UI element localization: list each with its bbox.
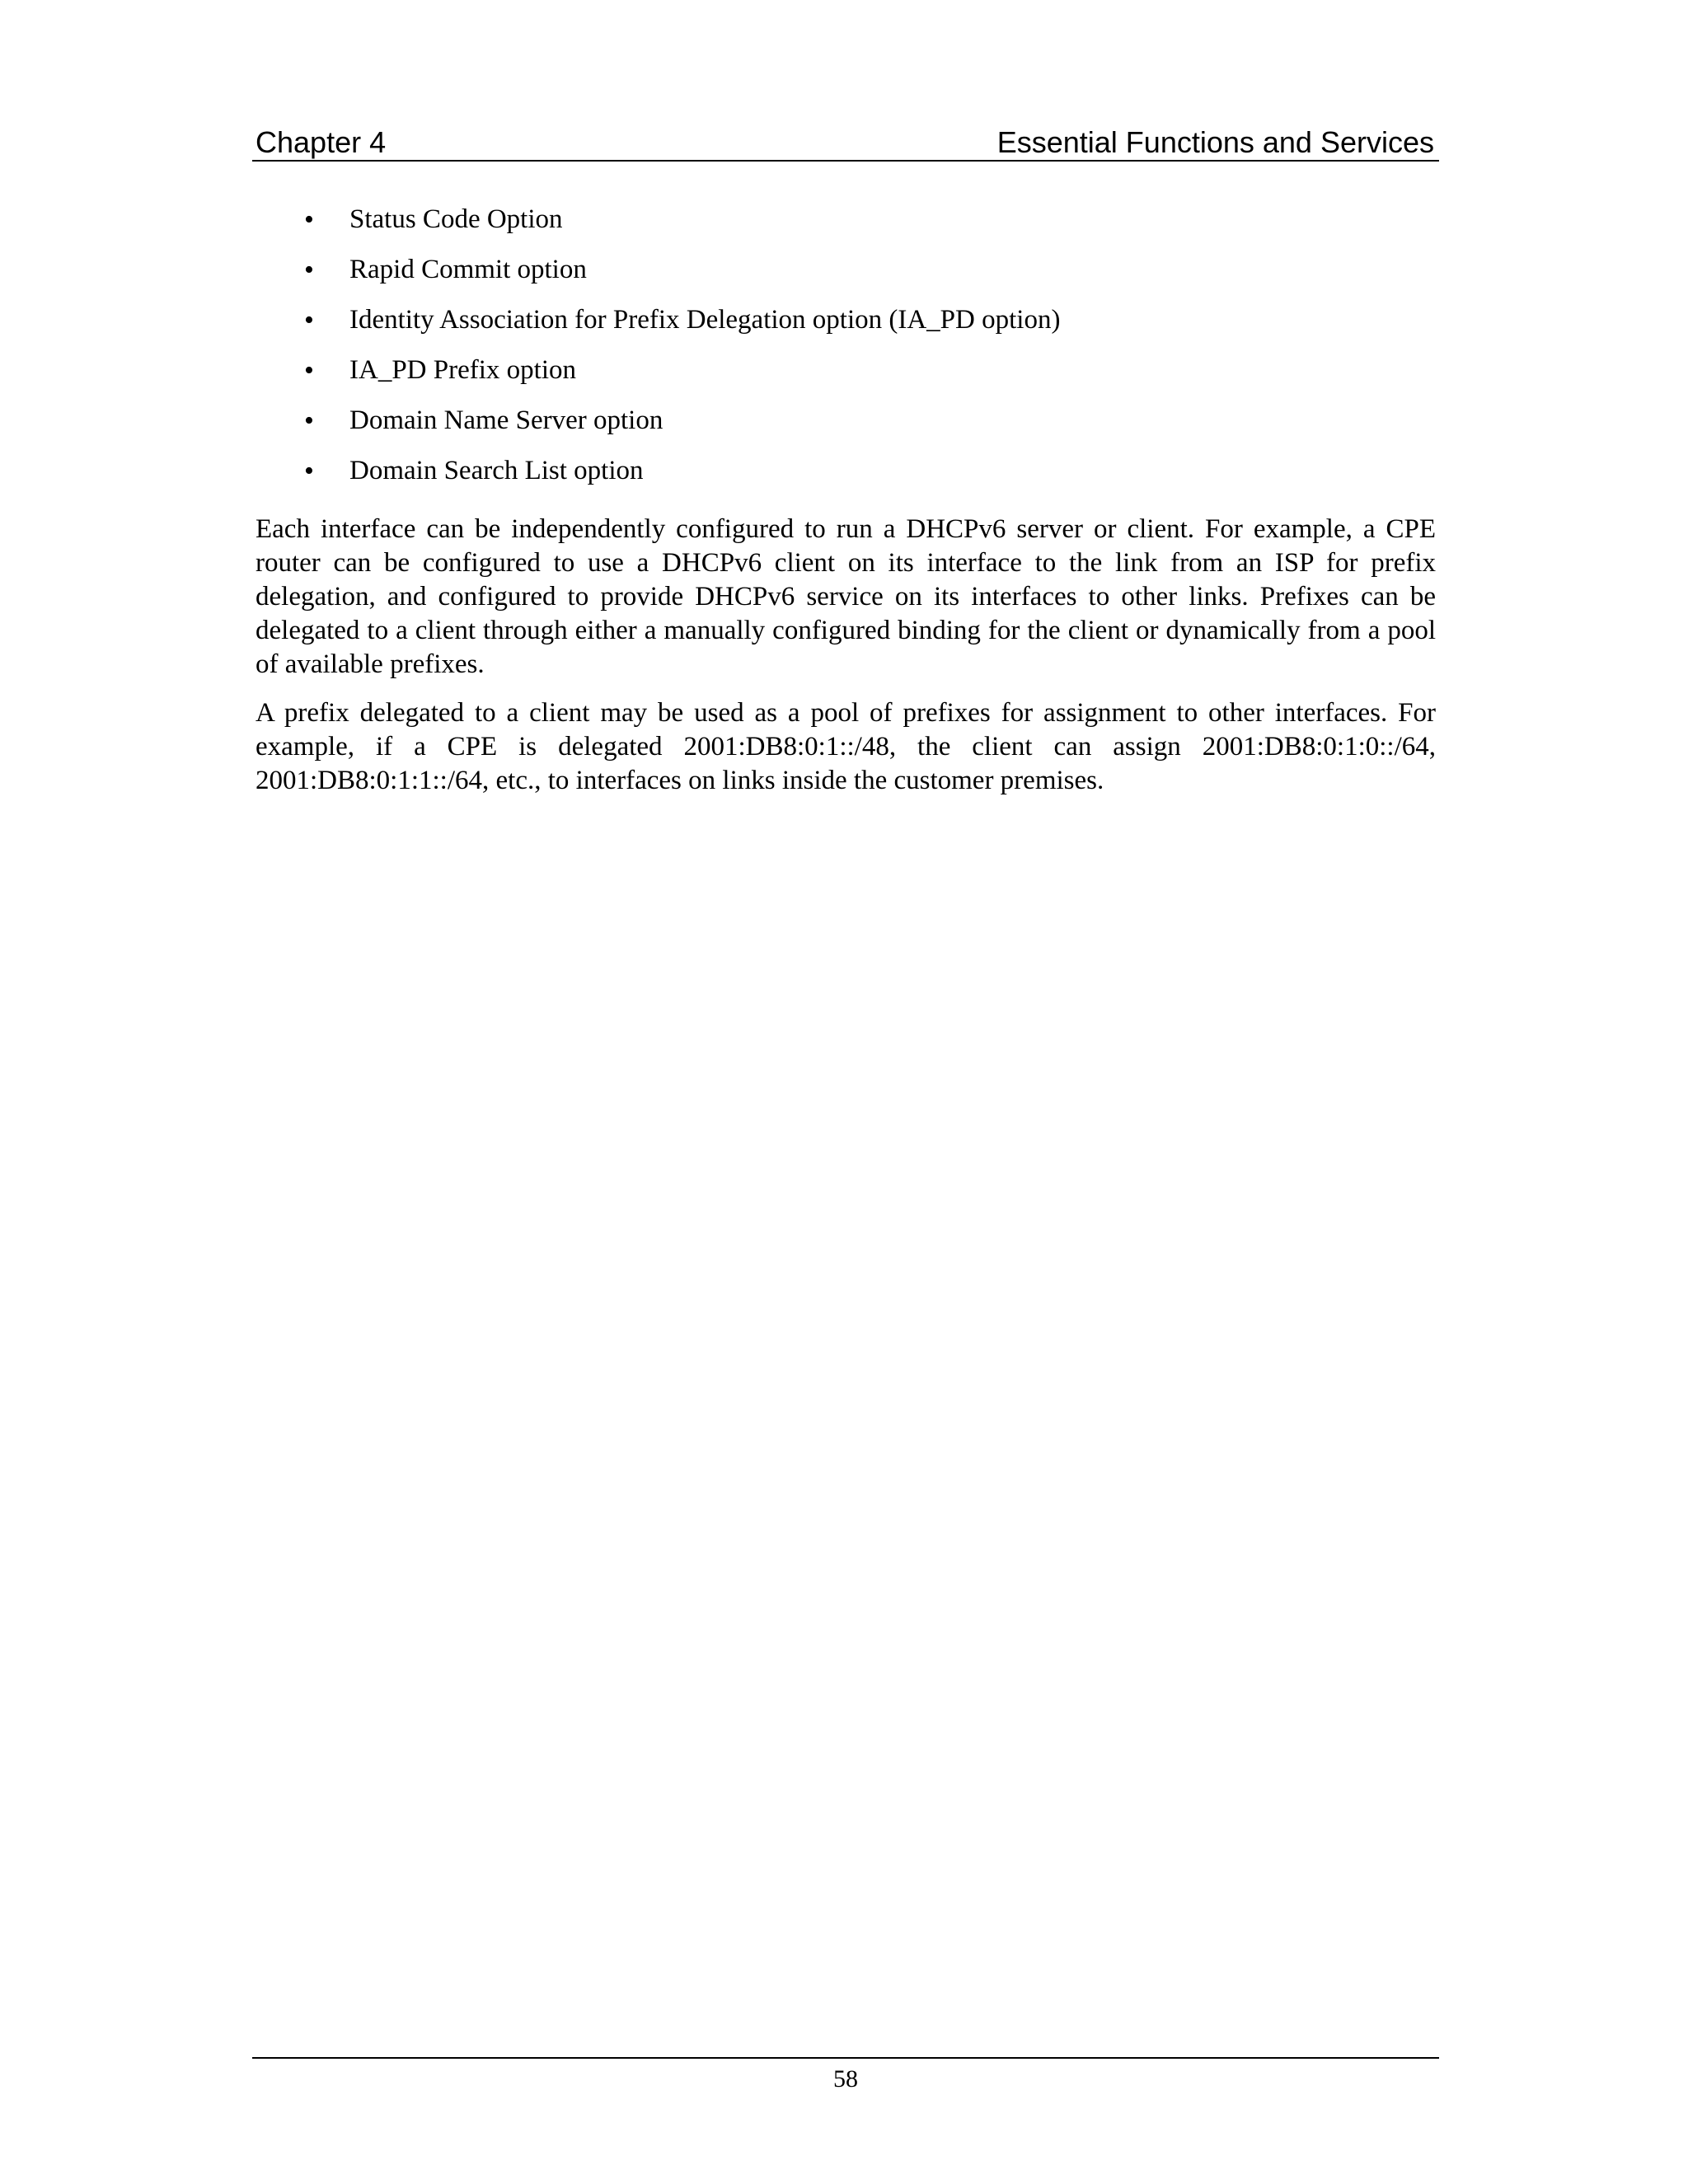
paragraph-interface-config: Each interface can be independently configured to run a DHCPv6 server or client. For example, a CPE router can be configured to use a DHCPv6 client on its interface to the link from an ISP for prefix delegation, and configured to provide DHCPv6 service on its interfaces to other links. Prefixes can be delegated to a client through either a manually configured binding for the client or dynamically from a pool of available prefixes. <box>256 514 1436 679</box>
list-item-text: Identity Association for Prefix Delegation option (IA_PD option) <box>349 305 1061 335</box>
page-footer <box>252 2057 1439 2093</box>
option-list <box>256 203 1436 504</box>
list-item <box>256 454 1436 504</box>
bullet-icon: • <box>304 355 314 386</box>
page-number: 58 <box>833 2065 858 2093</box>
list-item <box>256 253 1436 303</box>
list-item-text: IA_PD Prefix option <box>349 355 576 385</box>
page-content <box>256 203 1436 813</box>
bullet-icon: • <box>304 456 314 486</box>
bullet-icon: • <box>304 204 314 235</box>
bullet-icon: • <box>304 305 314 335</box>
bullet-icon: • <box>304 405 314 436</box>
bullet-icon: • <box>304 255 314 285</box>
page-header <box>252 122 1439 162</box>
section-title: Essential Functions and Services <box>996 125 1434 159</box>
list-item <box>256 303 1436 354</box>
list-item-text: Rapid Commit option <box>349 255 587 284</box>
list-item <box>256 354 1436 404</box>
list-item-text: Domain Name Server option <box>349 405 663 435</box>
list-item <box>256 203 1436 253</box>
paragraph-prefix-delegation: A prefix delegated to a client may be used as a pool of prefixes for assignment to other interfaces. For example, if a CPE is delegated 2001:DB8:0:1::/48, the client can assign 2001:DB8:0:1:0::/64, 2001:DB8:0:1:1::/64, etc., to interfaces on links inside the customer premises. <box>256 698 1436 795</box>
list-item <box>256 404 1436 454</box>
list-item-text: Status Code Option <box>349 204 563 234</box>
list-item-text: Domain Search List option <box>349 456 644 485</box>
chapter-label: Chapter 4 <box>256 125 387 159</box>
